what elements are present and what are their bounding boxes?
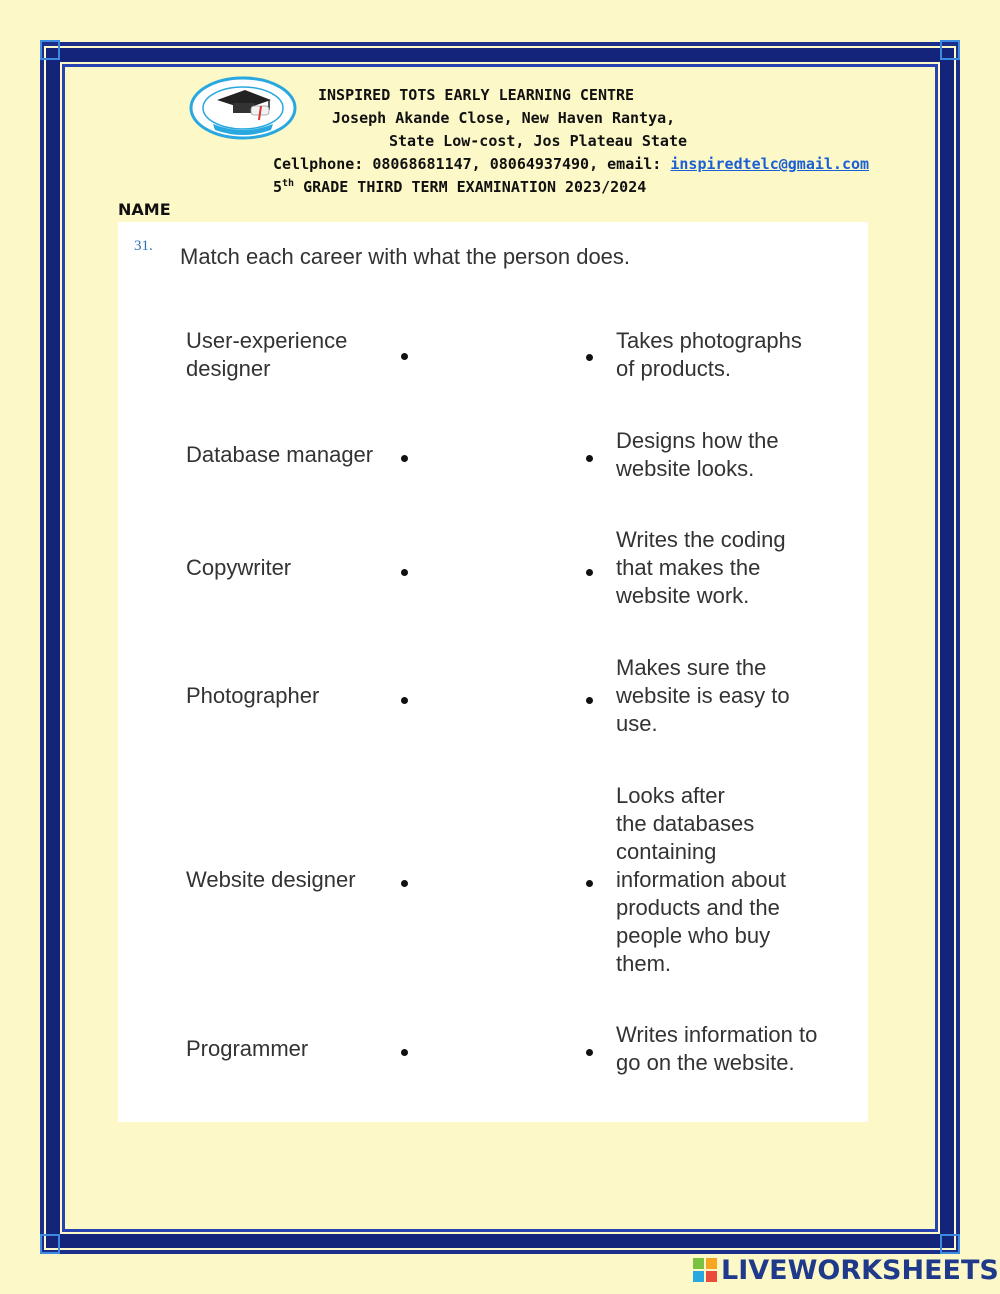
match-dot-right[interactable] bbox=[586, 569, 593, 576]
contact-line bbox=[273, 155, 869, 173]
match-dot-left[interactable] bbox=[401, 697, 408, 704]
description-item bbox=[616, 427, 779, 483]
career-label: Database manager bbox=[186, 442, 374, 467]
match-dot-right[interactable] bbox=[586, 1049, 593, 1056]
description-item bbox=[616, 782, 786, 978]
description-line: containing bbox=[616, 839, 717, 864]
career-item bbox=[186, 327, 347, 383]
match-dot-left[interactable] bbox=[401, 569, 408, 576]
grade-suffix: th bbox=[282, 178, 295, 189]
email-link[interactable]: inspiredtelc@gmail.com bbox=[670, 155, 870, 173]
school-name: INSPIRED TOTS EARLY LEARNING CENTRE bbox=[318, 86, 635, 104]
corner-ornament bbox=[40, 40, 60, 60]
match-dot-left[interactable] bbox=[401, 353, 408, 360]
description-line: website work. bbox=[616, 583, 750, 608]
career-label: Photographer bbox=[186, 683, 320, 708]
description-line: products and the bbox=[616, 895, 780, 920]
description-line: website is easy to bbox=[616, 683, 790, 708]
career-label: Copywriter bbox=[186, 555, 292, 580]
match-dot-left[interactable] bbox=[401, 1049, 408, 1056]
description-line: people who buy bbox=[616, 923, 771, 948]
career-item bbox=[186, 682, 319, 710]
career-label: designer bbox=[186, 356, 271, 381]
description-item bbox=[616, 526, 786, 610]
address-line-1: Joseph Akande Close, New Haven Rantya, bbox=[332, 109, 676, 127]
question-instruction: Match each career with what the person does. bbox=[180, 244, 631, 269]
description-line: go on the website. bbox=[616, 1050, 795, 1075]
career-item bbox=[186, 866, 356, 894]
description-line: Writes the coding bbox=[616, 527, 786, 552]
career-item bbox=[186, 554, 291, 582]
career-label: Programmer bbox=[186, 1036, 309, 1061]
corner-ornament bbox=[940, 40, 960, 60]
description-line: website looks. bbox=[616, 456, 755, 481]
description-line: them. bbox=[616, 951, 672, 976]
description-line: use. bbox=[616, 711, 658, 736]
description-item bbox=[616, 1021, 817, 1077]
description-line: of products. bbox=[616, 356, 731, 381]
liveworksheets-logo bbox=[693, 1255, 999, 1285]
name-label: NAME bbox=[118, 200, 171, 219]
grade-number: 5 bbox=[273, 178, 283, 196]
career-label: Website designer bbox=[186, 867, 356, 892]
career-item bbox=[186, 1035, 308, 1063]
match-dot-right[interactable] bbox=[586, 354, 593, 361]
match-dot-right[interactable] bbox=[586, 880, 593, 887]
match-dot-right[interactable] bbox=[586, 455, 593, 462]
match-dot-right[interactable] bbox=[586, 697, 593, 704]
description-line: Takes photographs bbox=[616, 328, 802, 353]
description-line: Designs how the bbox=[616, 428, 779, 453]
contact-phones: Cellphone: 08068681147, 08064937490, email: bbox=[273, 155, 671, 173]
description-line: information about bbox=[616, 867, 786, 892]
match-dot-left[interactable] bbox=[401, 455, 408, 462]
exam-title bbox=[273, 178, 646, 196]
description-item bbox=[616, 327, 802, 383]
description-line: the databases bbox=[616, 811, 755, 836]
match-dot-left[interactable] bbox=[401, 880, 408, 887]
career-item bbox=[186, 441, 373, 469]
school-logo bbox=[189, 76, 297, 140]
corner-ornament bbox=[940, 1234, 960, 1254]
liveworksheets-text: LIVEWORKSHEETS bbox=[721, 1254, 999, 1286]
address-line-2: State Low-cost, Jos Plateau State bbox=[389, 132, 688, 150]
description-line: Makes sure the bbox=[616, 655, 767, 680]
exam-title-text: GRADE THIRD TERM EXAMINATION 2023/2024 bbox=[294, 178, 647, 196]
description-line: Writes information to bbox=[616, 1022, 818, 1047]
description-item bbox=[616, 654, 790, 738]
corner-ornament bbox=[40, 1234, 60, 1254]
career-label: User-experience bbox=[186, 328, 348, 353]
description-line: Looks after bbox=[616, 783, 725, 808]
question-number: 31. bbox=[134, 238, 153, 254]
description-line: that makes the bbox=[616, 555, 761, 580]
liveworksheets-icon bbox=[693, 1258, 717, 1282]
